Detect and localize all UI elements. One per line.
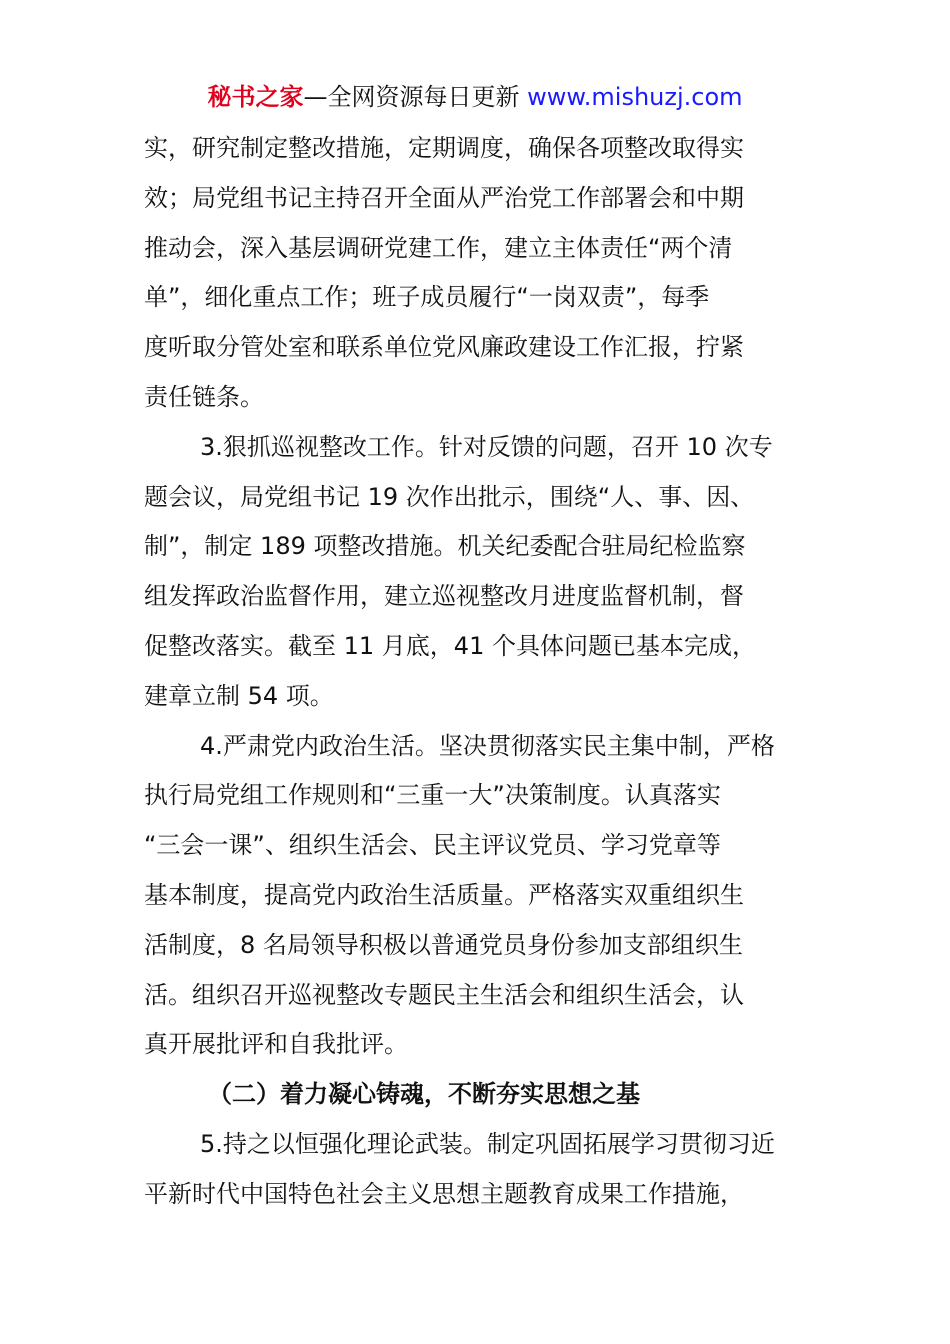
header-brand: 秘书之家 (207, 83, 304, 111)
body-line: 效；局党组书记主持召开全面从严治党工作部署会和中期 (144, 183, 744, 212)
body-line: 执行局党组工作规则和“三重一大”决策制度。认真落实 (144, 781, 721, 810)
body-line: 真开展批评和自我批评。 (144, 1030, 408, 1059)
body-line: 活制度，8 名局领导积极以普通党员身份参加支部组织生 (144, 930, 743, 959)
body-line: 题会议，局党组书记 19 次作出批示，围绕“人、事、因、 (144, 482, 755, 511)
paragraph-5-start: 5.持之以恒强化理论武装。制定巩固拓展学习贯彻习近 (200, 1129, 775, 1158)
body-line: 促整改落实。截至 11 月底，41 个具体问题已基本完成， (144, 631, 756, 660)
body-line: 单”，细化重点工作；班子成员履行“一岗双责”，每季 (144, 283, 710, 312)
body-line: 活。组织召开巡视整改专题民主生活会和组织生活会，认 (144, 980, 744, 1009)
paragraph-4-start: 4.严肃党内政治生活。坚决贯彻落实民主集中制，严格 (200, 731, 775, 760)
body-line: 建章立制 54 项。 (144, 681, 334, 710)
paragraph-3-start: 3.狠抓巡视整改工作。针对反馈的问题，召开 10 次专 (200, 432, 773, 461)
body-line: 推动会，深入基层调研党建工作，建立主体责任“两个清 (144, 233, 733, 262)
body-line: 组发挥政治监督作用，建立巡视整改月进度监督机制，督 (144, 582, 744, 611)
body-line: 基本制度，提高党内政治生活质量。严格落实双重组织生 (144, 880, 744, 909)
header-tagline: —全网资源每日更新 (303, 83, 520, 111)
header-site-link[interactable]: www.mishuzj.com (527, 83, 743, 111)
page-header (0, 80, 950, 114)
body-line: “三会一课”、组织生活会、民主评议党员、学习党章等 (144, 831, 721, 860)
document-body (144, 124, 808, 1220)
section-heading: （二）着力凝心铸魂，不断夯实思想之基 (208, 1080, 640, 1109)
body-line: 平新时代中国特色社会主义思想主题教育成果工作措施， (144, 1179, 744, 1208)
body-line: 度听取分管处室和联系单位党风廉政建设工作汇报，拧紧 (144, 333, 744, 362)
body-line: 责任链条。 (144, 382, 264, 411)
body-line: 实，研究制定整改措施，定期调度，确保各项整改取得实 (144, 134, 744, 162)
body-line: 制”，制定 189 项整改措施。机关纪委配合驻局纪检监察 (144, 532, 746, 561)
